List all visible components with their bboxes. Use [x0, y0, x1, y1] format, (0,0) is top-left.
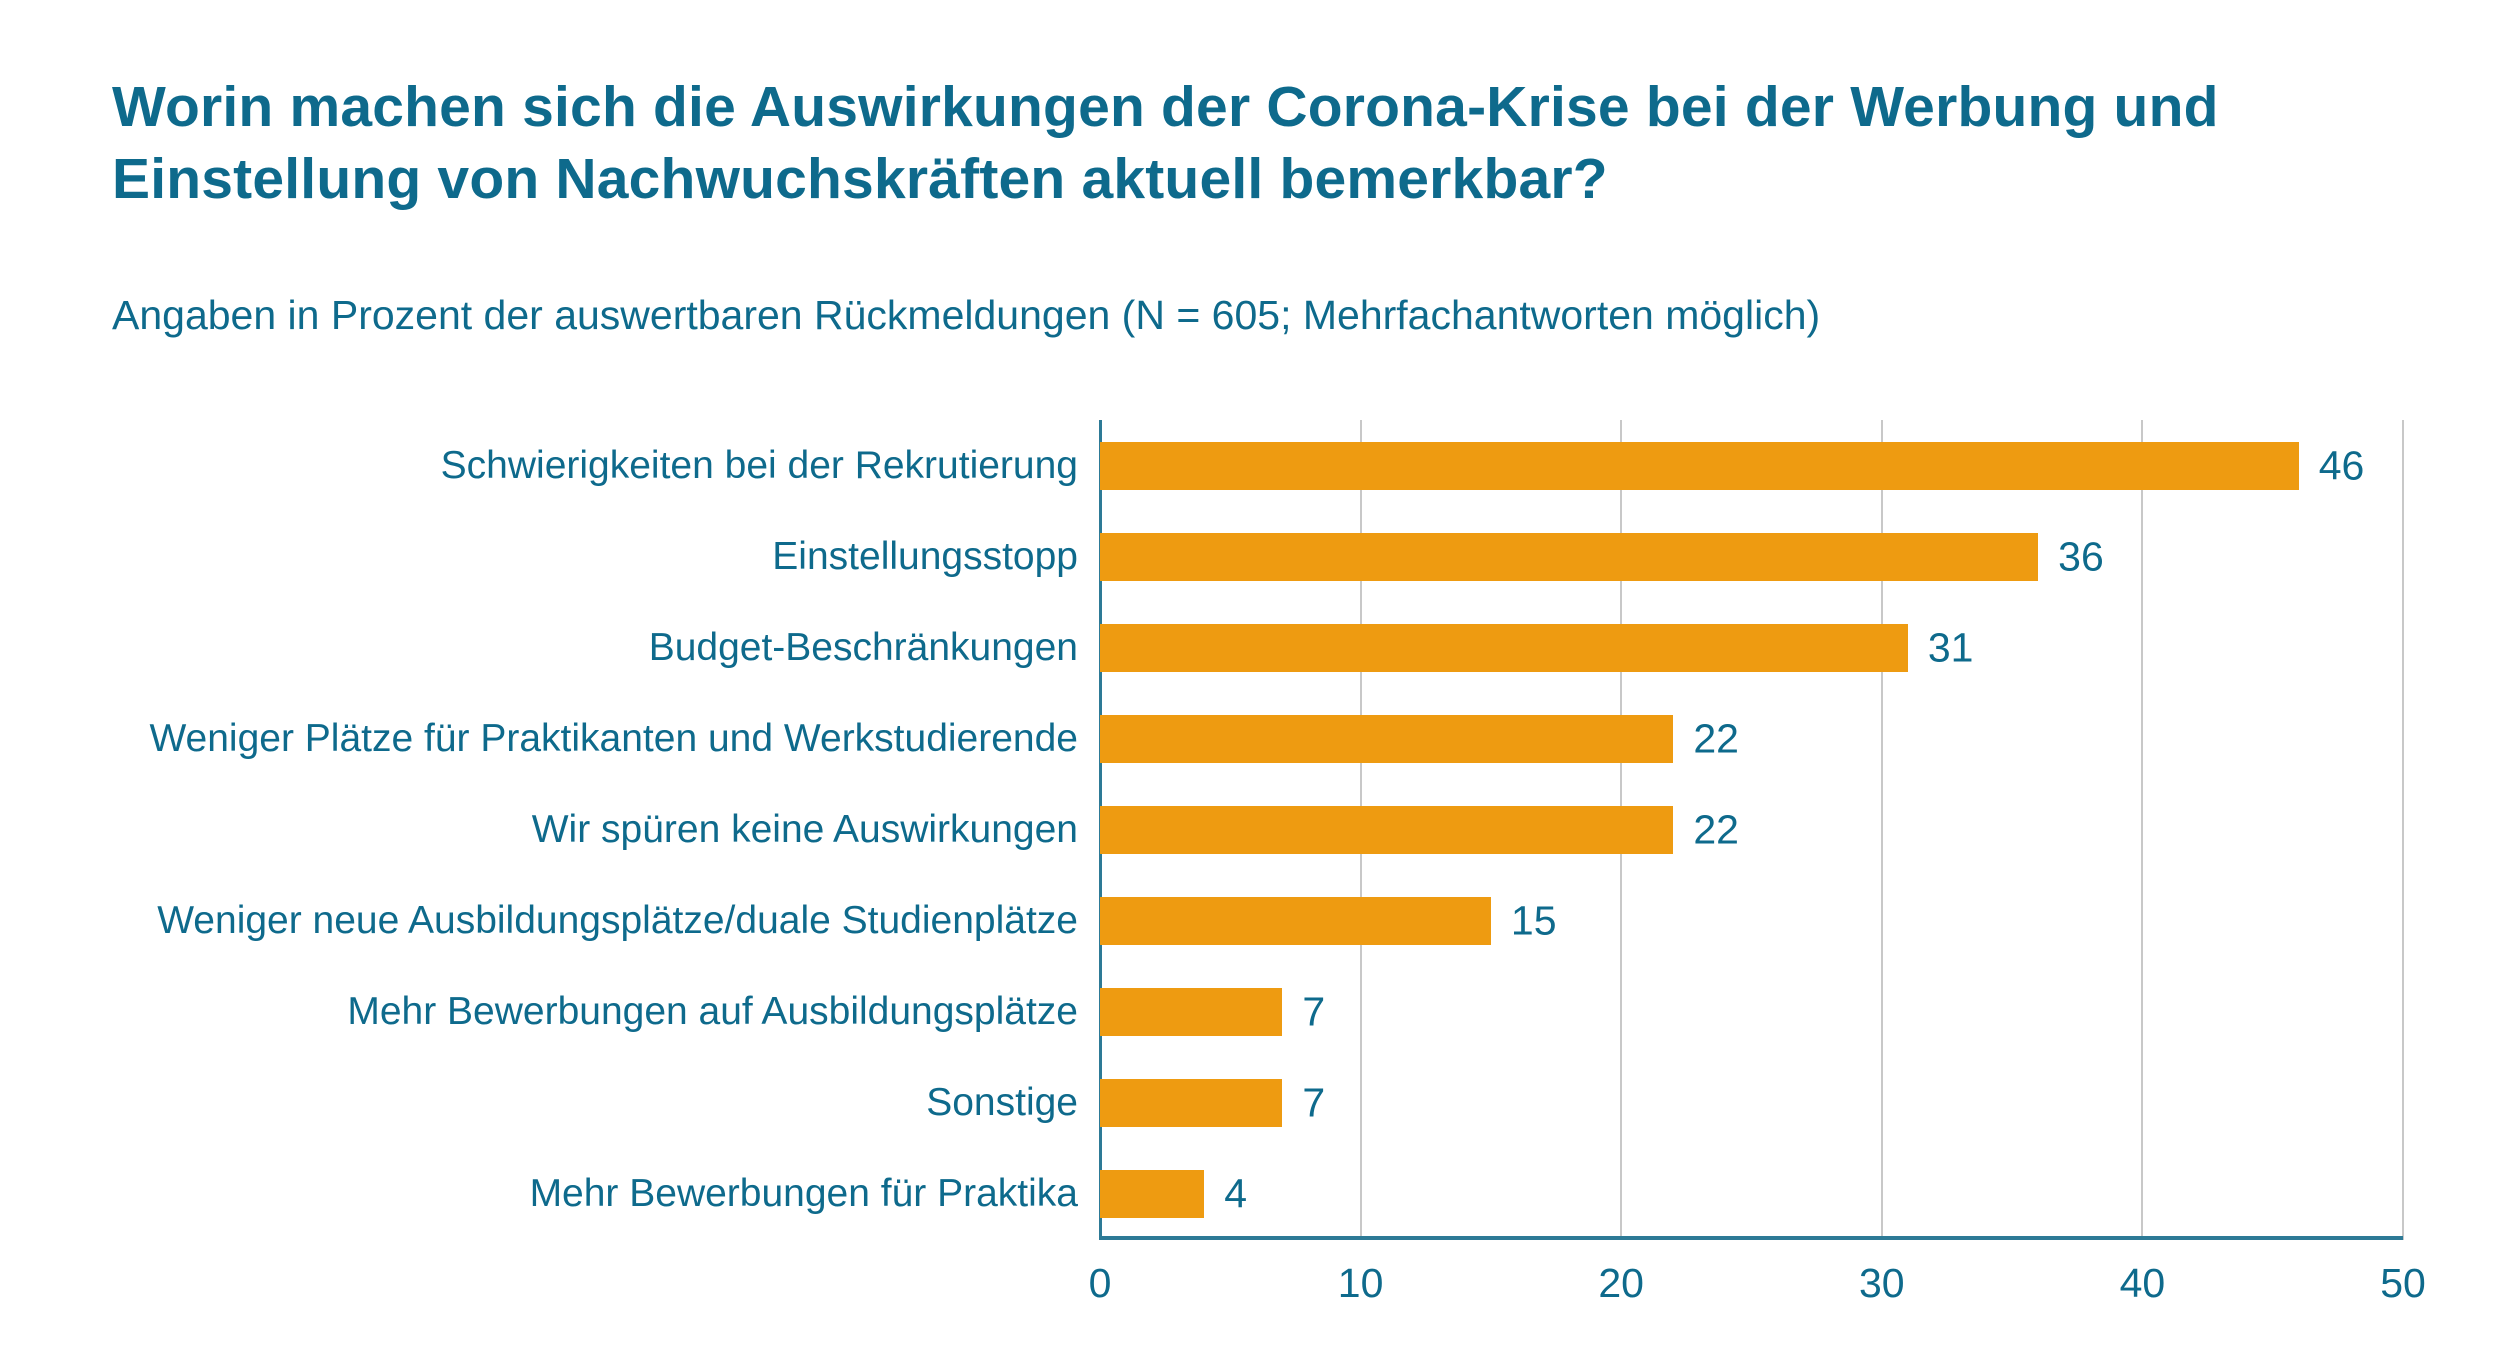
value-label: 7: [1302, 1079, 1326, 1126]
bar-row: [157, 876, 2403, 967]
category-label: Weniger Plätze für Praktikanten und Werkstudierende: [149, 716, 1078, 760]
bar-row: [772, 511, 2403, 602]
chart-subtitle: Angaben in Prozent der auswertbaren Rückmeldungen (N = 605; Mehrfachantworten möglich): [112, 292, 1821, 338]
category-label: Sonstige: [926, 1081, 1078, 1125]
category-label: Mehr Bewerbungen auf Ausbildungsplätze: [347, 990, 1078, 1034]
category-label: Schwierigkeiten bei der Rekrutierung: [440, 443, 1078, 487]
bar-row: [648, 602, 2403, 693]
bar: [1100, 988, 1282, 1036]
bar: [1100, 806, 1673, 854]
value-label: 36: [2058, 533, 2104, 580]
x-tick-label: 10: [1337, 1260, 1384, 1306]
value-label: 46: [2318, 442, 2365, 489]
bar: [1100, 897, 1491, 945]
x-tick-label: 40: [2119, 1260, 2166, 1306]
x-tick-label: 30: [1858, 1260, 1905, 1306]
value-label: 22: [1693, 806, 1739, 853]
x-tick-label: 20: [1598, 1260, 1644, 1306]
bar: [1100, 442, 2299, 490]
value-label: 22: [1693, 715, 1739, 762]
bar: [1100, 1170, 1204, 1218]
category-label: Mehr Bewerbungen für Praktika: [529, 1172, 1078, 1216]
x-tick-label: 0: [1088, 1260, 1112, 1306]
bar-row: [149, 693, 2403, 784]
value-label: 15: [1510, 897, 1557, 944]
value-label: 7: [1302, 988, 1326, 1035]
category-label: Weniger neue Ausbildungsplätze/duale Studienplätze: [157, 899, 1078, 943]
category-label: Wir spüren keine Auswirkungen: [531, 807, 1078, 851]
bar-row: [926, 1058, 2403, 1149]
plot-area: [149, 420, 2426, 1306]
chart-title: Worin machen sich die Auswirkungen der Corona-Krise bei der Werbung und Einstellung von Nachwuchskräften aktuell bemerkbar?: [112, 75, 2219, 211]
bar: [1100, 624, 1908, 672]
category-label: Budget-Beschränkungen: [648, 625, 1078, 669]
category-label: Einstellungsstopp: [772, 534, 1078, 578]
bar-row: [529, 1149, 2403, 1240]
bar-row: [440, 420, 2403, 511]
bar: [1100, 533, 2038, 581]
bar: [1100, 1079, 1282, 1127]
x-tick-label: 50: [2380, 1260, 2426, 1306]
value-label: 4: [1224, 1170, 1248, 1217]
value-label: 31: [1927, 624, 1974, 671]
bar: [1100, 715, 1673, 763]
bar-row: [531, 784, 2403, 875]
bar-row: [347, 967, 2403, 1058]
